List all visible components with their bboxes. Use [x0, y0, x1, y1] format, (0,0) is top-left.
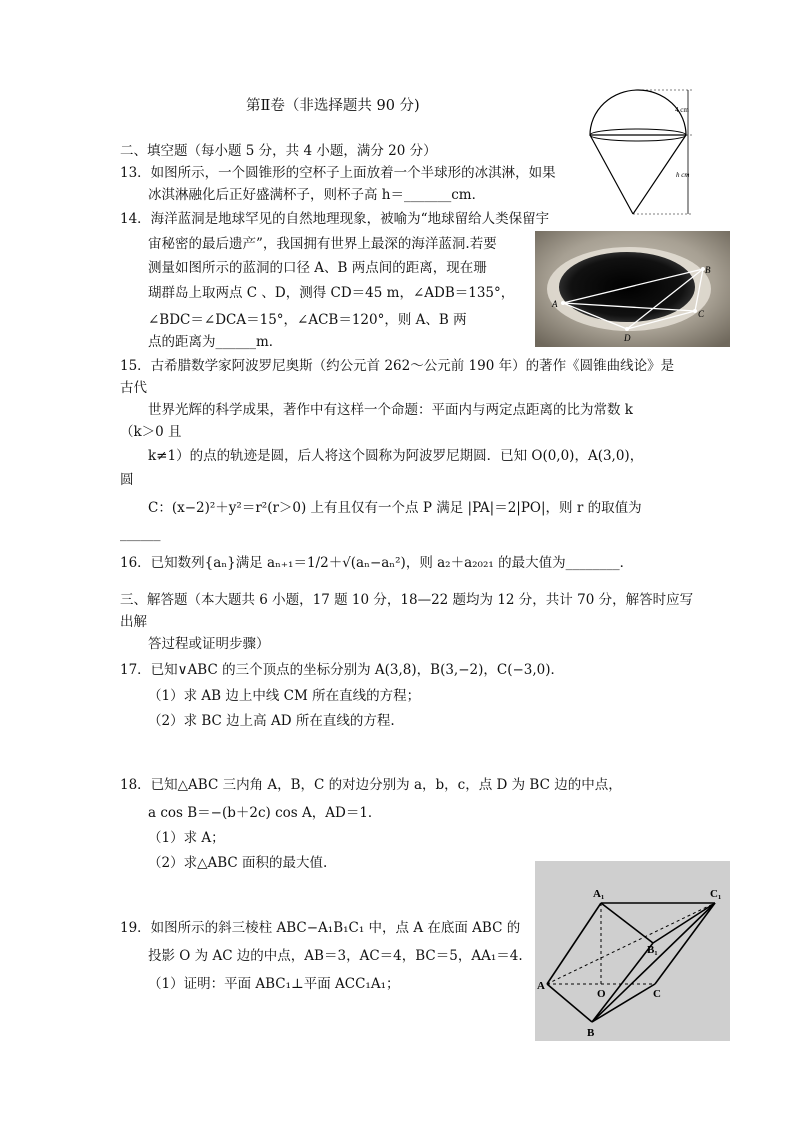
- prism-figure-background: [535, 861, 730, 1041]
- label-B: B: [705, 265, 711, 275]
- section-answer-heading-2: 出解: [120, 614, 147, 630]
- q15-line-2: 古代: [120, 380, 147, 396]
- oblique-prism-figure: [535, 861, 730, 1041]
- section-answer-heading-3: 答过程或证明步骤）: [148, 636, 270, 652]
- blue-hole-photo: [535, 231, 730, 347]
- label-D: D: [624, 333, 631, 343]
- q17-line-1: 17．已知∨ABC 的三个顶点的坐标分别为 A(3,8)，B(3,−2)，C(−3,0)．: [120, 662, 565, 678]
- q16-line: 16．已知数列{aₙ}满足 aₙ₊₁＝1/2＋√(aₙ−aₙ²)，则 a₂＋a₂₀₂₁ 的最大值为________．: [120, 555, 634, 571]
- label-O: O: [597, 988, 606, 1000]
- label-A: A: [552, 299, 558, 309]
- q14-line-4: 瑚群岛上取两点 C 、D，测得 CD＝45 m，∠ADB＝135°，: [148, 285, 515, 301]
- q14-line-6: 点的距离为______m．: [148, 334, 283, 350]
- section-answer-heading-1: 三、解答题（本大题共 6 小题，17 题 10 分，18—22 题均为 12 分，共计 70 分，解答时应写: [120, 592, 694, 608]
- q14-line-5: ∠BDC＝∠DCA＝15°，∠ACB＝120°，则 A、B 两: [148, 312, 467, 328]
- page-title: 第Ⅱ卷（非选择题共 90 分): [246, 98, 420, 114]
- q13-line-2: 冰淇淋融化后正好盛满杯子，则杯子高 h＝_______cm．: [148, 187, 486, 203]
- top-dimension-label: 4 cm: [675, 106, 689, 114]
- label-B: B: [587, 1027, 595, 1039]
- q15-line-3: 世界光辉的科学成果，著作中有这样一个命题：平面内与两定点距离的比为常数 k: [148, 402, 633, 418]
- q15-line-4: （k＞0 且: [120, 424, 182, 440]
- q15-line-8: ______: [120, 526, 161, 542]
- q18-line-2: a cos B＝−(b＋2c) cos A，AD＝1．: [148, 805, 382, 821]
- label-C: C: [698, 309, 705, 319]
- q15-line-6: 圆: [120, 472, 134, 488]
- cone-hemisphere-figure: [580, 82, 710, 222]
- q19-line-1: 19．如图所示的斜三棱柱 ABC−A₁B₁C₁ 中，点 A 在底面 ABC 的: [120, 920, 521, 936]
- label-C1: C₁: [710, 888, 722, 900]
- label-C: C: [653, 988, 661, 1000]
- q15-line-7: C：(x−2)²＋y²＝r²(r＞0) 上有且仅有一个点 P 满足 |PA|＝2|PO|，则 r 的取值为: [148, 500, 642, 516]
- q17-line-2: （1）求 AB 边上中线 CM 所在直线的方程；: [148, 688, 421, 704]
- section-fill-blank-heading: 二、填空题（每小题 5 分，共 4 小题，满分 20 分）: [120, 143, 437, 159]
- q19-line-2: 投影 O 为 AC 边的中点，AB＝3，AC＝4，BC＝5，AA₁＝4.: [148, 948, 523, 964]
- cone-left-edge: [590, 135, 633, 214]
- q13-line-1: 13．如图所示，一个圆锥形的空杯子上面放着一个半球形的冰淇淋，如果: [120, 165, 556, 181]
- label-A: A: [537, 980, 545, 992]
- q14-line-1: 14．海洋蓝洞是地球罕见的自然地理现象，被喻为“地球留给人类保留宇: [120, 211, 550, 227]
- label-B1: B₁: [647, 944, 658, 956]
- q15-line-5: k≠1）的点的轨迹是圆，后人将这个圆称为阿波罗尼期圆．已知 O(0,0)，A(3,0)，: [148, 448, 644, 464]
- q14-line-2: 宙秘密的最后遗产”，我国拥有世界上最深的海洋蓝洞.若要: [148, 236, 497, 252]
- q14-line-3: 测量如图所示的蓝洞的口径 A、B 两点间的距离，现在珊: [148, 260, 487, 276]
- hemisphere-shape: [590, 90, 686, 135]
- q15-line-1: 15．古希腊数学家阿波罗尼奥斯（约公元首 262～公元前 190 年）的著作《圆锥曲线论》是: [120, 358, 675, 374]
- side-dimension-label: h cm: [676, 171, 690, 179]
- q18-line-3: （1）求 A；: [148, 830, 225, 846]
- label-A1: A₁: [593, 888, 605, 900]
- q19-line-3: （1）证明：平面 ABC₁⊥平面 ACC₁A₁；: [148, 976, 400, 992]
- q17-line-3: （2）求 BC 边上高 AD 所在直线的方程.: [148, 713, 395, 729]
- q18-line-1: 18．已知△ABC 三内角 A，B，C 的对边分别为 a，b，c，点 D 为 BC 边的中点，: [120, 777, 622, 793]
- q18-line-4: （2）求△ABC 面积的最大值.: [148, 855, 328, 871]
